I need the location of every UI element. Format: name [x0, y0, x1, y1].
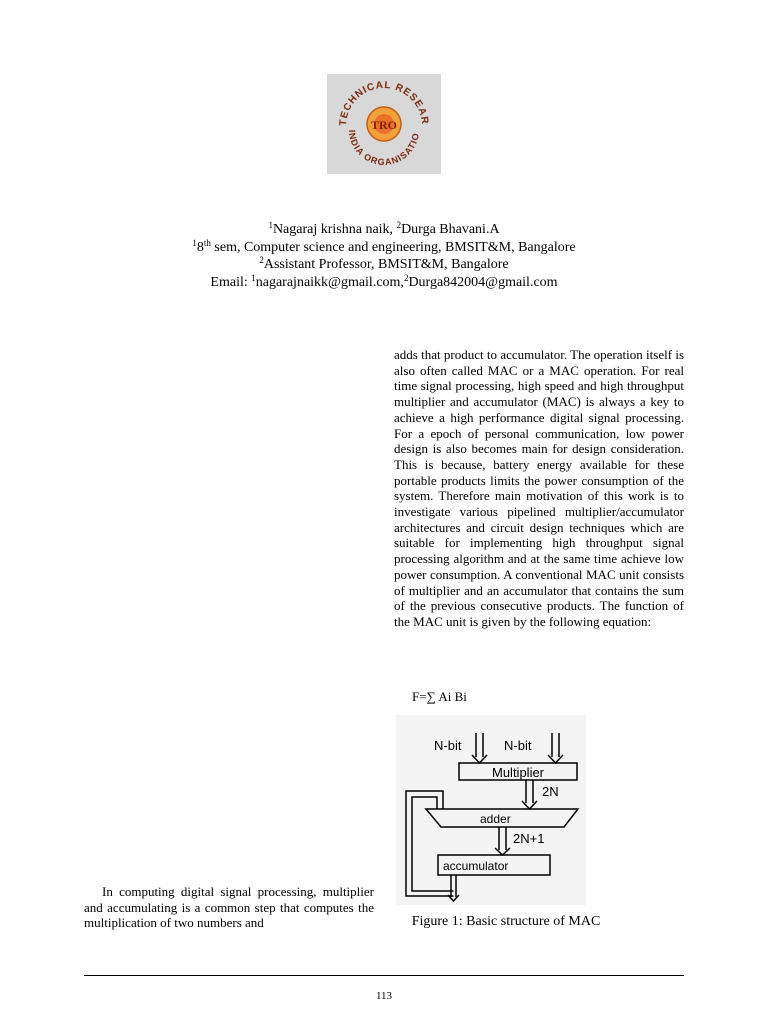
author-block — [84, 221, 684, 291]
email-link-1[interactable]: nagarajnaikk@gmail.com, — [255, 274, 404, 290]
logo-ring-text-bottom: INDIA ORGANISATIO — [346, 129, 422, 168]
logo-seal-graphic — [327, 74, 441, 174]
input-label-1: N-bit — [434, 738, 462, 753]
logo-ring-text-top: TECHNICAL RESEAR — [337, 79, 431, 127]
author-affiliation-1: $^1$8th sem, Computer science and engineering, BMSIT&M, Bangalore — [192, 237, 576, 255]
mac-diagram-svg — [396, 715, 586, 905]
logo-center-text: TRO — [370, 118, 398, 132]
left-column-paragraph: In computing digital signal processing, multiplier and accumulating is a common step that computes the multiplication of two numbers and — [84, 884, 374, 931]
author-names: $^1$Nagaraj krishna naik, $^2$Durga Bhavani.A — [268, 220, 500, 237]
footer-divider — [84, 975, 684, 976]
multiplier-label: Multiplier — [492, 765, 545, 780]
author-emails: Email: $^1$nagarajnaikk@gmail.com,$^2$Durga842004@gmail.com — [210, 272, 558, 290]
bus-label-2n: 2N — [542, 784, 559, 799]
author-affiliation-2: $^2$Assistant Professor, BMSIT&M, Bangalore — [259, 255, 509, 272]
bus-label-2n-plus-1: 2N+1 — [513, 831, 545, 846]
page-number: 113 — [375, 990, 393, 1002]
figure-caption: Figure 1: Basic structure of MAC — [411, 914, 601, 929]
accumulator-label: accumulator — [443, 859, 509, 873]
input-label-2: N-bit — [504, 738, 532, 753]
email-link-2[interactable]: Durga842004@gmail.com — [408, 274, 558, 290]
right-column-paragraph: adds that product to accumulator. The operation itself is also often called MAC or a MAC operation. For real time signal processing, high speed and high throughput multiplier and accumulator (MAC) is always a key to achieve a high performance digital signal processing. For a epoch of personal communication, low power design is also becomes main for design consideration. This is because, battery energy available for these portable products limits the power consumption of the system. Therefore main motivation of this work is to investigate various pipelined multiplier/accumulator architectures and circuit design techniques which are suitable for implementing high throughput signal processing algorithm and at the same time achieve low power consumption. A conventional MAC unit consists of multiplier and an accumulator that contains the sum of the previous consecutive products. The function of the MAC unit is given by the following equation: — [394, 347, 684, 629]
adder-label: adder — [480, 812, 511, 826]
mac-equation: F=∑ Ai Bi — [412, 689, 467, 704]
organization-logo — [327, 74, 441, 174]
mac-block-diagram — [396, 715, 586, 905]
